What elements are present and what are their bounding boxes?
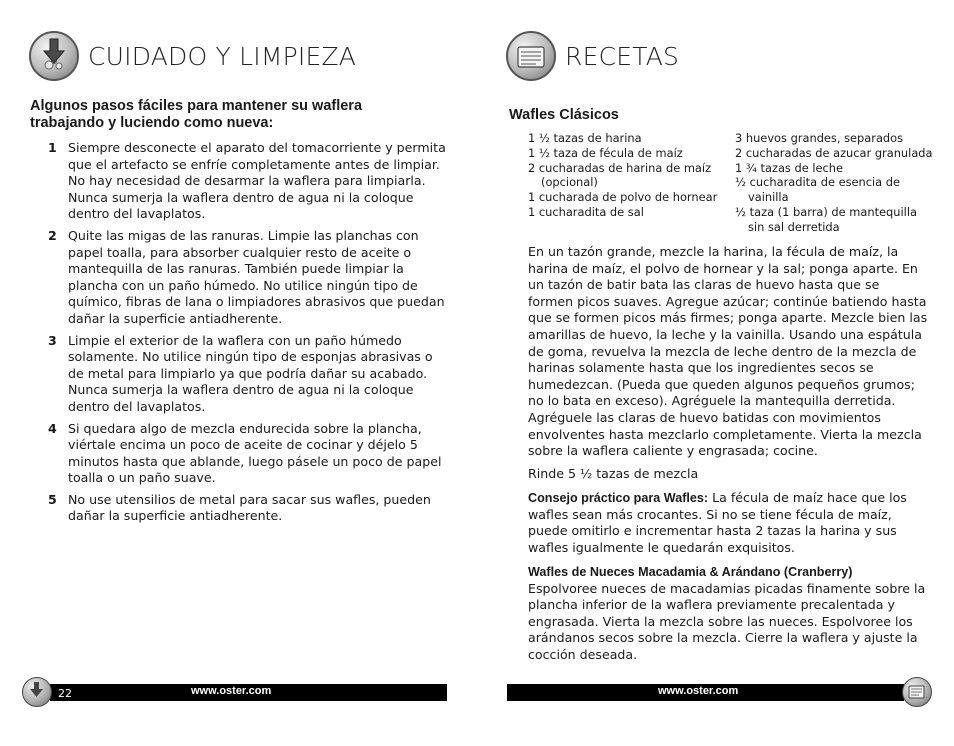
ingredient: 1 ½ tazas de harina (528, 131, 642, 145)
ingredient: sin sal derretida (748, 219, 840, 234)
intro-heading: Algunos pasos fáciles para mantener su waflera trabajando y luciendo como nueva: (30, 98, 363, 131)
step-item: 3 Limpie el exterior de la waflera con un paño húmedo solamente. No utilice ningún tipo de esponjas abrasivas o de metal para limpiarlo ya que podría dañar su acabado. Nunca sumerja la waflera dentro de agua ni la coloque dentro del lavaplatos. (48, 332, 433, 414)
recipe-book-small-icon (902, 677, 932, 707)
ingredient: vainilla (748, 190, 789, 205)
page-number: 23 (881, 688, 895, 701)
variant-text: Espolvoree nueces de macadamias picadas finamente sobre la plancha inferior de la waflera previamente precalentada y engrasada. Vierta la mezcla sobre las nueces. Espolvoree los arándanos secos sobre la mezcla. Cierre la waflera y ajuste la cocción deseada. (528, 580, 926, 662)
page-number: 22 (58, 687, 72, 700)
cleaning-icon (29, 31, 79, 81)
step-item: 1 Siempre desconecte el aparato del tomacorriente y permita que el artefacto se enfríe completamente antes de limpiar. No hay necesidad de desarmar la waflera para limpiarla. Nunca sumerja la waflera dentro de agua ni la coloque dentro del lavaplatos. (48, 140, 446, 222)
tip-label: Consejo práctico para Wafles: (528, 491, 709, 505)
footer-url: www.oster.com (658, 685, 739, 697)
ingredient: ½ cucharadita de esencia de (735, 175, 901, 190)
recipe-book-icon (506, 31, 556, 81)
recipe-instructions: En un tazón grande, mezcle la harina, la fécula de maíz, la harina de maíz, el polvo de hornear y la sal; ponga aparte. En un tazón de batir bata las claras de huevo hasta que se formen picos suaves. Agregue azúcar; continúe batiendo hasta que se formen picos más firmes; ponga aparte. Mezcle bien las amarillas de huevo, la leche y la vainilla. Usando una espátula de goma, revuelva la mezcla de leche dentro de la mezcla de harinas solamente hasta que los ingredientes secos se humedezcan. (Pueda que queden algunos pequeños grumos; no lo bata en exceso). Agréguele la mantequilla derretida. Agréguele las claras de huevo batidas con movimientos envolventes hasta mezclarlo completamente. Vierta la mezcla sobre la waflera caliente y engrasada; cocine. (528, 244, 928, 459)
recipe-title: Wafles Clásicos (509, 107, 619, 123)
recipe-yield: Rinde 5 ½ tazas de mezcla (528, 466, 699, 481)
step-item: 4 Si quedara algo de mezcla endurecida sobre la plancha, viértale encima un poco de aceite de cocinar y déjelo 5 minutos hasta que ablande, luego pásele un poco de papel toalla o un paño suave. (48, 420, 442, 486)
ingredient: 2 cucharadas de harina de maíz (528, 160, 712, 175)
variant-title: Wafles de Nueces Macadamia & Arándano (Cranberry) (528, 565, 853, 579)
ingredient: ½ taza (1 barra) de mantequilla (735, 204, 917, 219)
recipe-tip (528, 490, 928, 556)
cleaning-small-icon (22, 677, 52, 707)
ingredient: 2 cucharadas de azucar granulada (735, 145, 933, 160)
ingredient: 1 cucharadita de sal (528, 204, 644, 219)
ingredient: 1 ½ taza de fécula de maíz (528, 145, 683, 160)
footer-bar (50, 684, 447, 701)
recipe-variant (528, 564, 928, 664)
step-item: 5 No use utensilios de metal para sacar sus wafles, pueden dañar la superficie antiadherente. (48, 491, 431, 524)
step-item: 2 Quite las migas de las ranuras. Limpie las planchas con papel toalla, para absorber cualquier resto de aceite o mantequilla de las ranuras. También puede limpiar la plancha con un paño húmedo. No utilice ningún tipo de químico, fibras de lana o limpiadores abrasivos que puedan dañar la superficie antiadherente. (48, 227, 445, 326)
tip-text: La fécula de maíz hace que los wafles sean más crocantes. Si no se tiene fécula de maíz, puede omitirlo e incrementar hasta 2 tazas la harina y sus wafles igualmente le quedarán exquisitos. (528, 490, 907, 555)
footer-bar (507, 684, 904, 701)
ingredient: 1 ¾ tazas de leche (735, 160, 844, 175)
ingredient: 3 huevos grandes, separados (735, 131, 904, 145)
ingredients-right (735, 131, 935, 235)
page-title: RECETAS (565, 42, 680, 71)
footer-url: www.oster.com (191, 685, 272, 697)
page-title: CUIDADO Y LIMPIEZA (88, 42, 357, 71)
cleaning-steps (48, 140, 448, 530)
ingredients-left (528, 131, 728, 220)
ingredient: 1 cucharada de polvo de hornear (528, 190, 718, 205)
ingredient: (opcional) (541, 175, 598, 190)
